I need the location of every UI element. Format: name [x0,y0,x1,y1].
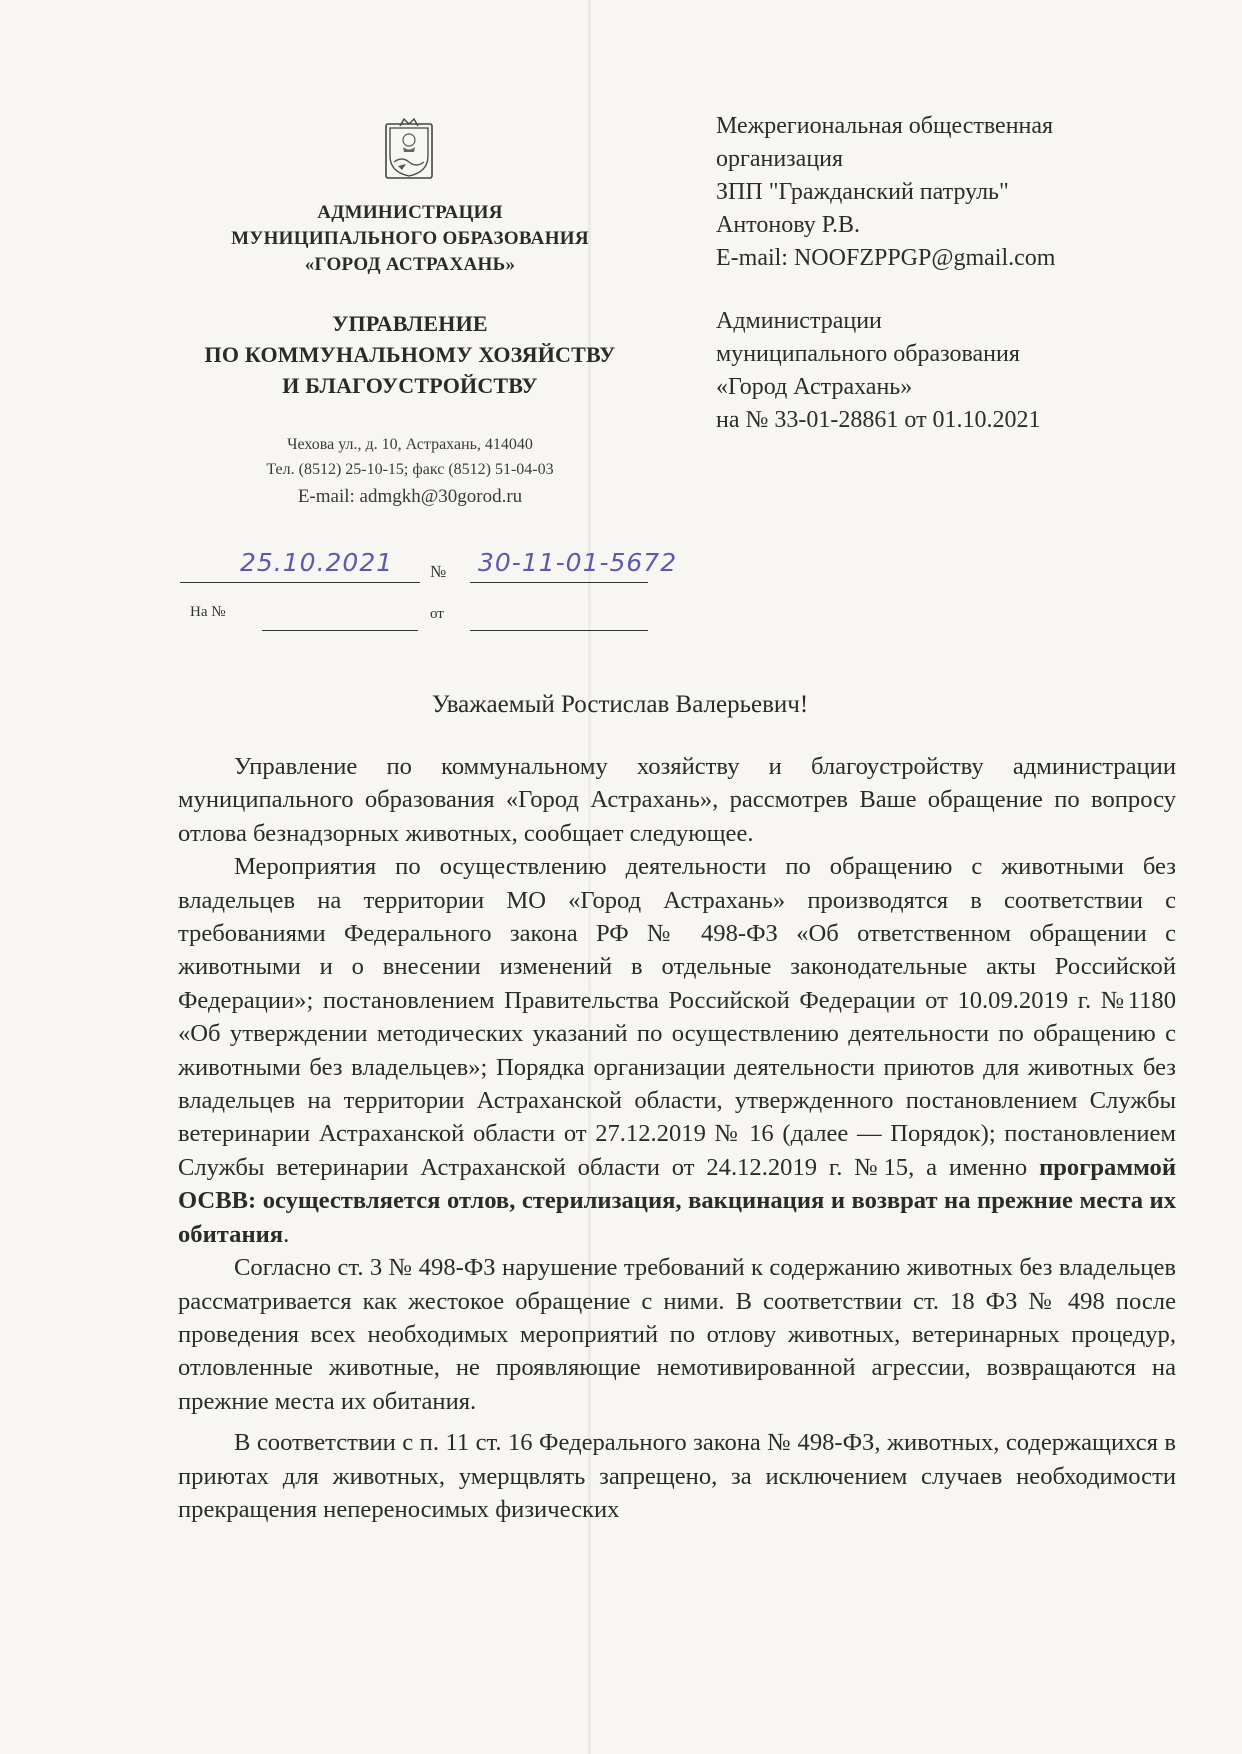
department-contacts [180,432,640,512]
paragraph-1: Управление по коммунальному хозяйству и благоустройству администрации муниципального образования «Город Астрахань», рассмотрев Ваше обращение по вопросу отлова безнадзорных животных, сообщает следующее. [178,753,1176,847]
greeting: Уважаемый Ростислав Валерьевич! [431,691,809,718]
addressee-line-1: Межрегиональная общественная [716,113,1054,139]
department-phones: Тел. (8512) 25-10-15; факс (8512) 51-04-03 [266,461,554,478]
addressee-line-7: муниципального образования [716,341,1020,367]
reference-number-label: На № [190,604,226,620]
paragraph-4: В соответствии с п. 11 ст. 16 Федерального закона № 498-ФЗ, животных, содержащихся в приютах для животных, умерщвлять запрещено, за исключением случаев необходимости прекращения непереносимых физических [178,1429,1176,1523]
addressee-line-2: организация [716,146,844,172]
reference-number-underline [262,630,418,631]
addressee-block [716,110,1216,437]
addressee-line-8: «Город Астрахань» [716,374,913,400]
dept-line-1: УПРАВЛЕНИЕ [332,311,488,336]
reference-line: на № 33-01-28861 от 01.10.2021 [716,407,1041,433]
coat-of-arms-icon [380,116,438,182]
registration-number: 30-11-01-5672 [478,548,678,577]
department-email: E-mail: admgkh@30gorod.ru [297,486,523,507]
dept-line-2: ПО КОММУНАЛЬНОМУ ХОЗЯЙСТВУ [204,342,616,367]
addressee-line-3: ЗПП "Гражданский патруль" [716,179,1009,205]
letter-body [178,750,1176,1526]
dept-line-3: И БЛАГОУСТРОЙСТВУ [282,373,538,398]
paragraph-2-emphasis: программой ОСВВ: осуществляется отлов, стерилизация, вакцинация и возврат на прежние места их обитания [178,1153,1176,1248]
administration-name [180,200,640,278]
department-name [180,308,640,401]
paragraph-2 [178,850,1176,1251]
paragraph-2-text: Мероприятия по осуществлению деятельности по обращению с животными без владельцев на территории МО «Город Астрахань» производятся в соответствии с требованиями Федерального закона РФ № 498-ФЗ «Об ответственном обращении с животными и о внесении изменений в отдельные законодательные акты Российской Федерации»; постановлением Правительства Российской Федерации от 10.09.2019 г. №1180 «Об утверждении методических указаний по осуществлению деятельности по обращению с животными без владельцев»; Порядка организации деятельности приютов для животных без владельцев на территории Астраханской области, утвержденного постановлением Службы ветеринарии Астраханской области от 27.12.2019 № 16 (далее — Порядок); постановлением Службы ветеринарии Астраханской области от 24.12.2019 г. №15, а именно [178,853,1176,1181]
reference-from-label: от [430,606,444,622]
date-underline [180,582,420,583]
addressee-line-4: Антонову Р.В. [716,212,861,238]
registration-date: 25.10.2021 [240,548,394,577]
department-address: Чехова ул., д. 10, Астрахань, 414040 [287,436,533,453]
number-underline [470,582,648,583]
reference-date-underline [470,630,648,631]
addressee-line-6: Администрации [716,308,882,334]
addressee-email: E-mail: NOOFZPPGP@gmail.com [716,245,1056,271]
admin-line-1: АДМИНИСТРАЦИЯ [317,202,503,223]
admin-line-3: «ГОРОД АСТРАХАНЬ» [304,254,516,275]
number-label: № [430,562,447,581]
admin-line-2: МУНИЦИПАЛЬНОГО ОБРАЗОВАНИЯ [231,228,589,249]
paragraph-2-end: . [283,1220,290,1248]
paragraph-3: Согласно ст. 3 № 498-ФЗ нарушение требований к содержанию животных без владельцев рассматривается как жестокое обращение с ними. В соответствии ст. 18 ФЗ № 498 после проведения всех необходимых мероприятий по отлову животных, ветеринарных процедур, отловленные животные, не проявляющие немотивированной агрессии, возвращаются на прежние места их обитания. [178,1254,1176,1415]
